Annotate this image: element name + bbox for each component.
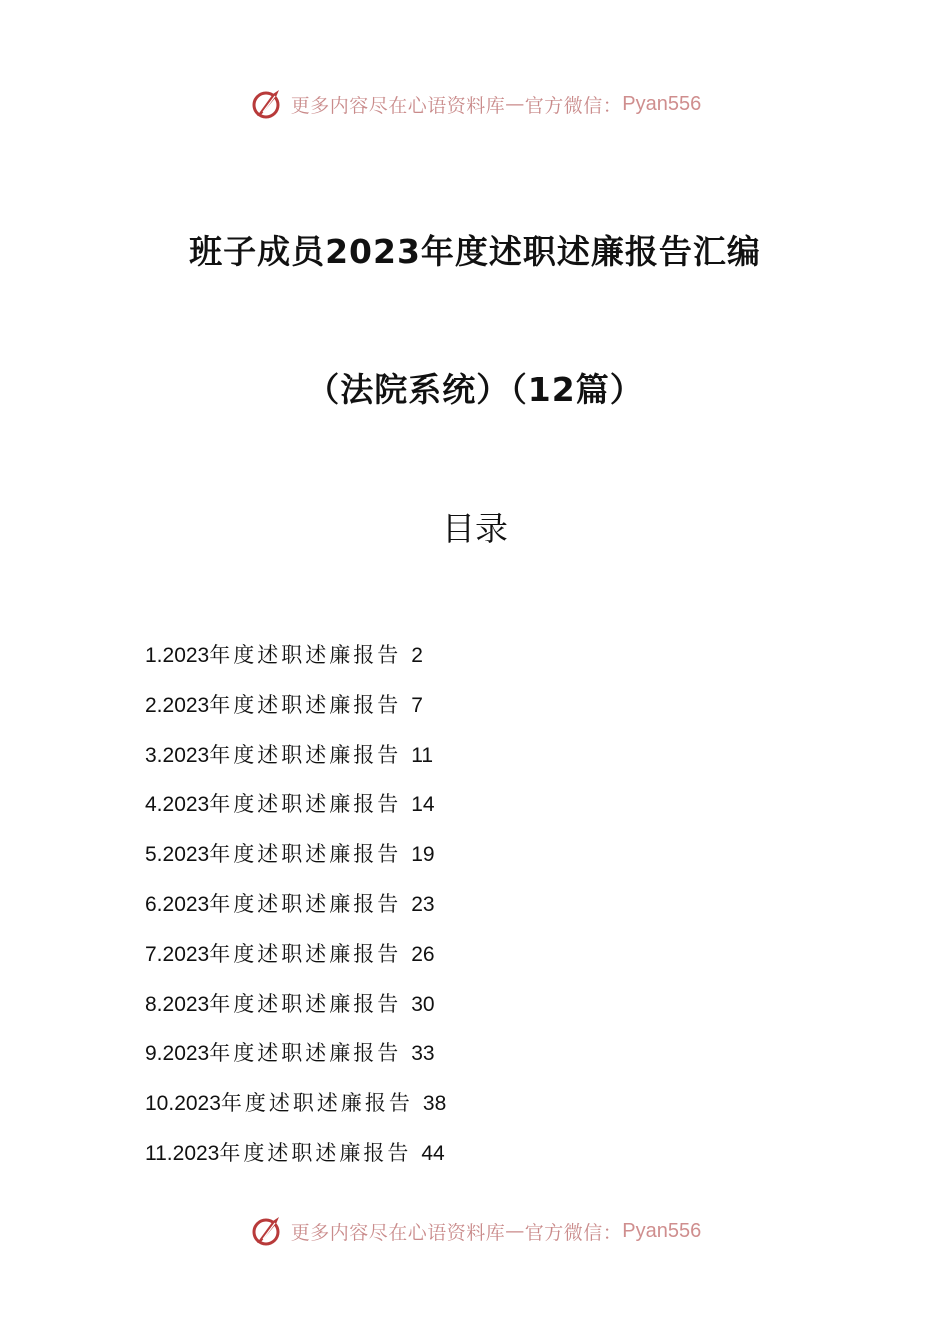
toc-item[interactable] [145,783,645,833]
toc-item-label: 年度述职述廉报告 [209,842,402,867]
toc-item-number: 1.2023 [145,644,210,667]
toc-item-page: 11 [411,743,434,767]
toc-item[interactable] [145,1032,645,1082]
toc-item[interactable] [145,684,645,734]
toc-item-label: 年度述职述廉报告 [219,1140,412,1165]
banner-text: 更多内容尽在心语资料库 [290,1221,506,1244]
banner-contact-label: 官方微信： [524,94,623,117]
toc-item-page: 23 [411,892,435,916]
toc-item-label: 年度述职述廉报告 [209,1041,402,1066]
toc-item-label: 年度述职述廉报告 [209,643,402,667]
banner-handle: Pyan556 [622,92,702,115]
toc-item-number: 6.2023 [145,892,210,916]
toc-item-page: 7 [411,693,423,717]
footer-banner [0,1211,950,1251]
toc-item[interactable] [145,1082,645,1132]
toc-item-page: 14 [411,793,435,817]
toc-item[interactable] [145,883,645,933]
toc-item[interactable] [145,983,645,1033]
toc-item[interactable] [145,833,645,883]
toc-item-label: 年度述职述廉报告 [209,742,402,767]
toc-item-label: 年度述职述廉报告 [209,792,402,817]
toc-item[interactable] [145,933,645,983]
toc-item-page: 38 [422,1092,447,1116]
toc-item-number: 7.2023 [145,942,210,966]
toc-item-number: 3.2023 [145,743,210,767]
banner-separator: — [505,1220,525,1242]
toc-item-label: 年度述职述廉报告 [209,991,402,1016]
toc-heading: 目录 [442,509,508,548]
toc-item-number: 2.2023 [145,693,210,717]
toc-item-page: 44 [421,1141,445,1165]
document-title: 班子成员2023年度述职述廉报告汇编 [189,232,761,271]
banner-text: 更多内容尽在心语资料库 [290,94,506,117]
toc-item[interactable] [145,734,645,784]
toc-item-label: 年度述职述廉报告 [220,1091,413,1116]
toc-item-label: 年度述职述廉报告 [209,891,402,916]
toc-item-number: 4.2023 [145,793,210,817]
banner-contact-label: 官方微信： [524,1221,623,1244]
toc-item-label: 年度述职述廉报告 [209,692,402,717]
banner-handle: Pyan556 [622,1219,702,1242]
toc-item[interactable] [145,634,645,684]
toc-item-page: 33 [411,1042,435,1066]
toc-item-page: 19 [411,843,435,867]
table-of-contents [145,634,645,1182]
quill-pen-logo-icon [249,1213,285,1249]
banner-separator: — [505,93,525,115]
toc-item-page: 30 [411,992,435,1016]
toc-item-page: 2 [411,644,423,667]
toc-item-label: 年度述职述廉报告 [209,941,402,966]
header-banner [0,84,950,124]
document-subtitle: （法院系统）（12篇） [306,370,644,409]
toc-item-number: 5.2023 [145,843,210,867]
toc-item[interactable] [145,1132,645,1182]
quill-pen-logo-icon [249,86,285,122]
toc-item-page: 26 [411,942,435,966]
toc-item-number: 8.2023 [145,992,210,1016]
toc-item-number: 11.2023 [145,1141,220,1165]
toc-item-number: 10.2023 [145,1092,221,1116]
toc-item-number: 9.2023 [145,1042,210,1066]
